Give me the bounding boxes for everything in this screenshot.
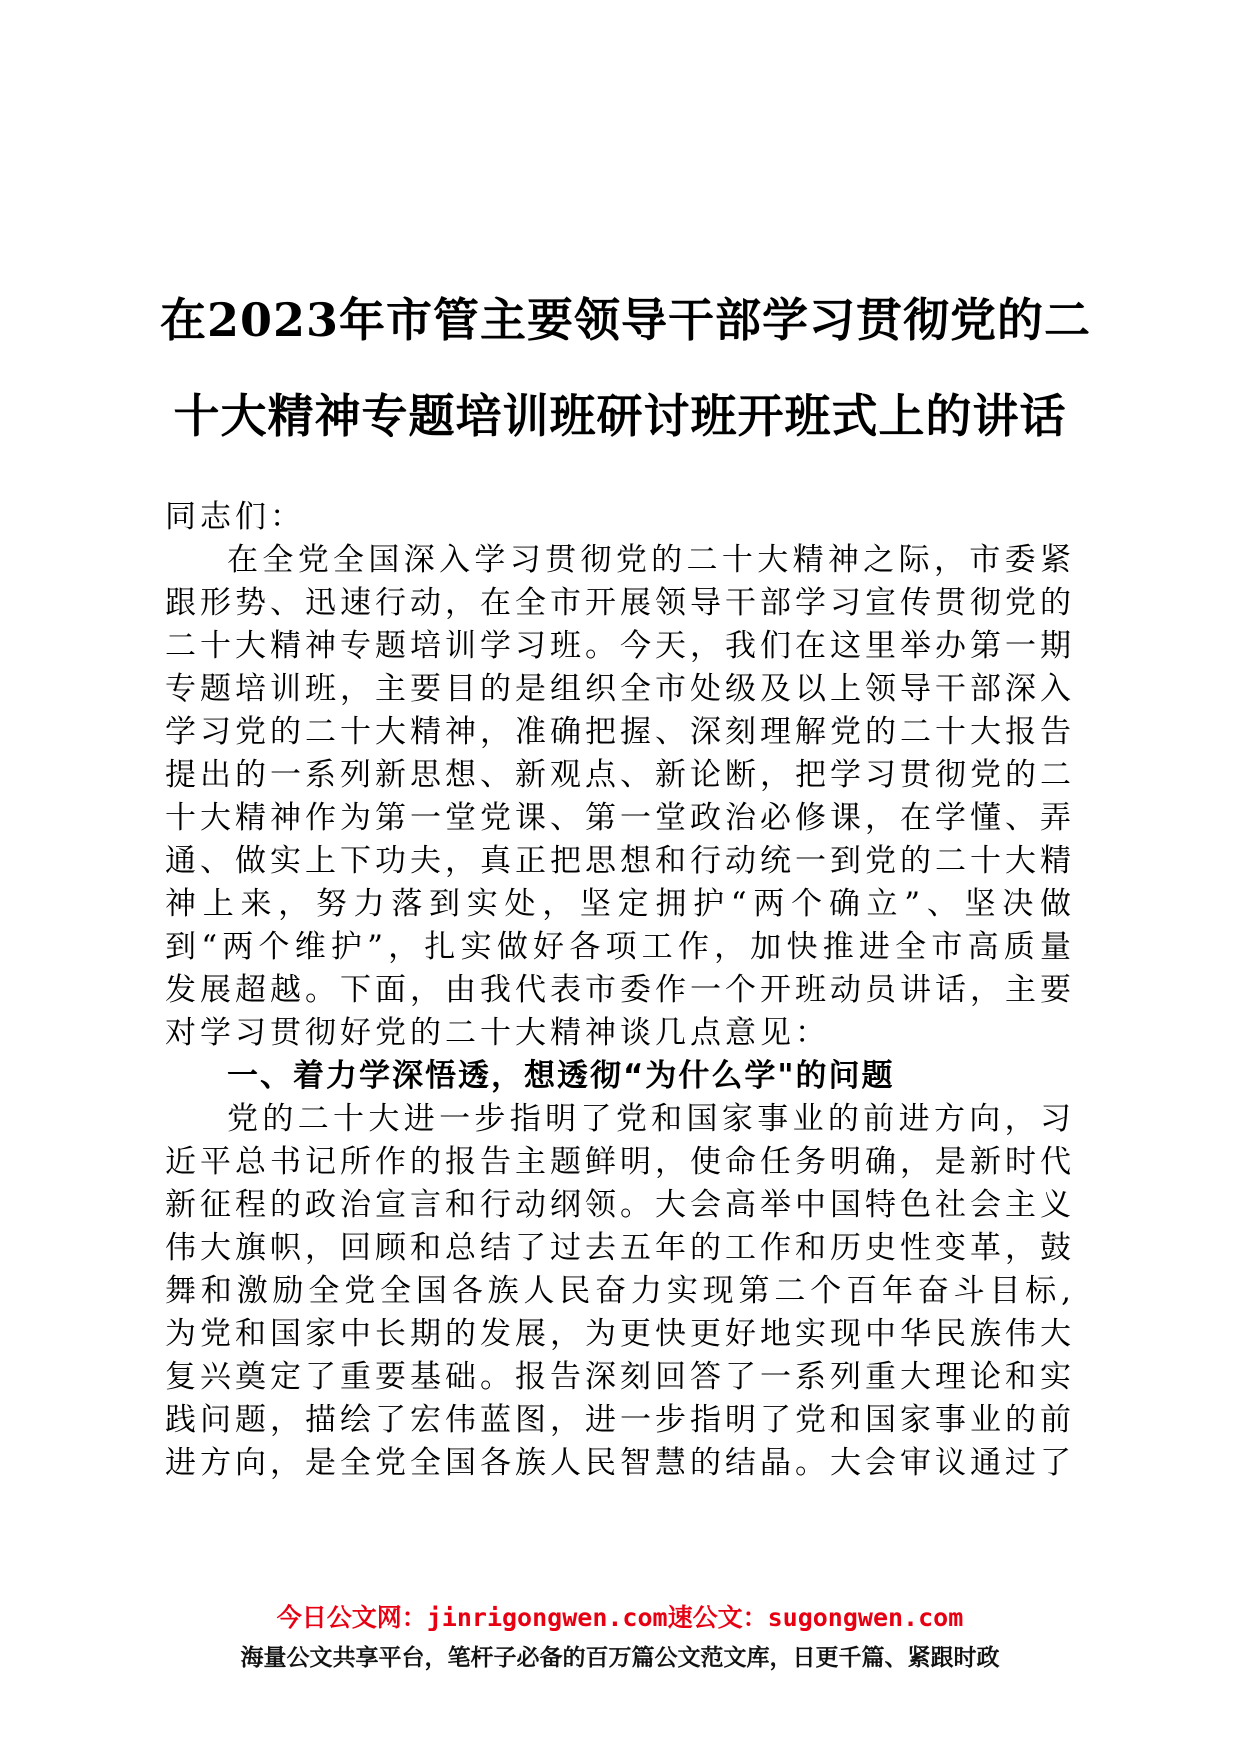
site2-name: 速公文： bbox=[667, 1603, 768, 1632]
site2-link[interactable]: sugongwen.com bbox=[767, 1603, 964, 1632]
footer-slogan: 海量公文共享平台，笔杆子必备的百万篇公文范文库，日更千篇、紧跟时政 bbox=[240, 1645, 1000, 1671]
footer-sites bbox=[0, 1598, 1240, 1638]
section-heading-1: 一、着力学深悟透，想透彻“为什么学"的问题 bbox=[227, 1058, 895, 1094]
document-body bbox=[165, 496, 1075, 1485]
paragraph-2: 党的二十大进一步指明了党和国家事业的前进方向，习近平总书记所作的报告主题鲜明，使命任务明确，是新时代新征程的政治宣言和行动纲领。大会高举中国特色社会主义伟大旗帜，回顾和总结了过去五年的工作和历史性变革，鼓舞和激励全党全国各族人民奋力实现第二个百年奋斗目标,为党和国家中长期的发展，为更快更好地实现中华民族伟大复兴奠定了重要基础。报告深刻回答了一系列重大理论和实践问题，描绘了宏伟蓝图，进一步指明了党和国家事业的前进方向，是全党全国各族人民智慧的结晶。大会审议通过了 bbox=[165, 1101, 1075, 1481]
salutation: 同志们： bbox=[165, 499, 305, 535]
footer-banner bbox=[0, 1598, 1240, 1678]
site1-link[interactable]: jinrigongwen.com bbox=[426, 1603, 668, 1632]
title-line-1: 在2023年市管主要领导干部学习贯彻党的二 bbox=[160, 293, 1092, 347]
title-line-2: 十大精神专题培训班研讨班开班式上的讲话 bbox=[173, 389, 1067, 443]
page-title bbox=[160, 272, 1092, 464]
site1-name: 今日公文网： bbox=[276, 1603, 427, 1632]
paragraph-1: 在全党全国深入学习贯彻党的二十大精神之际，市委紧跟形势、迅速行动，在全市开展领导干部学习宣传贯彻党的二十大精神专题培训学习班。今天，我们在这里举办第一期专题培训班，主要目的是组织全市处级及以上领导干部深入学习党的二十大精神，准确把握、深刻理解党的二十大报告提出的一系列新思想、新观点、新论断，把学习贯彻党的二十大精神作为第一堂党课、第一堂政治必修课，在学懂、弄通、做实上下功夫，真正把思想和行动统一到党的二十大精神上来，努力落到实处，坚定拥护“两个确立”、坚决做到“两个维护”，扎实做好各项工作，加快推进全市高质量发展超越。下面，由我代表市委作一个开班动员讲话，主要对学习贯彻好党的二十大精神谈几点意见： bbox=[165, 542, 1075, 1051]
